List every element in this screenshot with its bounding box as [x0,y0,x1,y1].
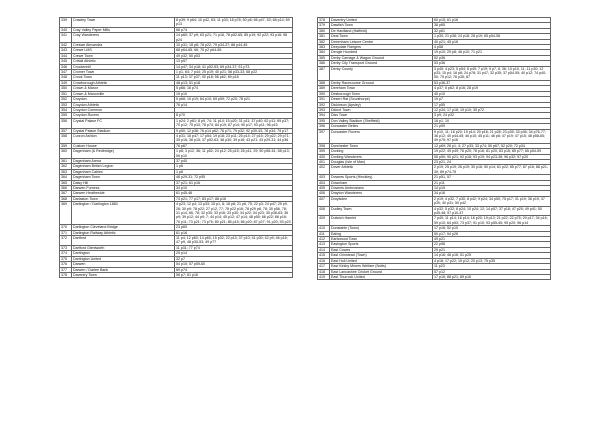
page-references: 11 p23 [433,264,551,269]
page-references: 49 p32; 50 p53 [175,53,293,58]
row-number: 411 [318,231,330,236]
index-row [318,165,551,175]
club-name: Crewe Town [72,53,175,58]
club-name: Earlswood Town [330,237,433,242]
club-name: Dereham Town [330,86,433,91]
page-references: 9 p68; 10 p19; 64 p10; 69 p59; 72 p20; 78 p21 [175,97,293,102]
club-name: Custom House [72,143,175,148]
page-references: 1 p30; 21 p38; 24 p18; 28 p19; 65 p54-58 [433,34,551,39]
row-number: 363 [60,169,72,174]
page-references: 55 p50; 90 p21; 92 p18; 93 p19; 94 p23-38; 96 p32; 97 p20 [433,154,551,159]
row-number: 383 [318,45,330,50]
club-name: Dagenham Town [72,175,175,180]
page-references: 1 p1, 64; 7 p44; 25 p19; 40 p21; 58 p33-33; 68 p22 [175,70,293,75]
index-row [60,236,293,246]
page-references: 21 p51, 57 [433,175,551,180]
row-number: 392 [318,102,330,107]
page-references: 21 p11 [433,180,551,185]
club-name: Doncaster Belles [330,124,433,129]
row-number: 367 [60,191,72,196]
row-number: 379 [318,23,330,28]
page-references: 4 p18; 17 p22; 19 p12; 20 p13; 75 p35 [433,258,551,263]
index-row [318,206,551,216]
row-number: 381 [318,34,330,39]
club-name: Darlington / Darlington 1883 [72,202,175,225]
page-references: 17 p16; 88 p21; 89 p16 [433,274,551,279]
row-number: 351 [60,91,72,96]
page-references: 7 p40; 11 p14; 16 p14; 16 p20; 19 p13; 21 p22; 22 p75; 29 p17; 34 p16; 59 p10; 64 p53; 73 p37; 91 p10; 93 p55-45; 95 p20; 96 p14 [433,216,551,226]
page-references: 1 p6 [175,164,293,169]
page-references: 37 p40 [175,158,293,163]
row-number: 341 [60,33,72,43]
club-name: Droylsden [330,196,433,206]
club-name: Dunstable (Town) [330,226,433,231]
page-references: 19 p7 [433,97,551,102]
row-number: 417 [318,264,330,269]
club-name: East Lancashire Cricket Ground [330,269,433,274]
page-references: 14 p16; 46 p16; 51 p25 [433,253,551,258]
club-name: Crittall Athletic [72,59,175,64]
club-name: Desborough Town [330,91,433,96]
row-number: 386 [318,61,330,66]
row-number: 397 [318,129,330,143]
page-references: 19 p10; 29 p8; 46 p10; 71 p21 [433,50,551,55]
index-row [60,149,293,159]
row-number: 366 [60,186,72,191]
page-references: 19 p22; 49 p49; 76 p20; 78 p16; 81 p20; 83 p15; 85 p77; 85 p54-59 [433,149,551,154]
page-references: 22 p58 [433,242,551,247]
page-references: 16 p1, 10 [433,118,551,123]
club-name: Crook Town [72,75,175,80]
row-number: 374 [60,251,72,256]
row-number: 340 [60,27,72,32]
club-name: De Havilland (Hatfield) [330,28,433,33]
club-name: Downham [330,180,433,185]
page-references: 56 p7; 61 p16 [175,272,293,277]
page-references: 14 p47; 34 p18; 41 p52-53; 69 p34-37; 91 p73 [175,64,293,69]
club-name: Dagenham British Legion [72,164,175,169]
row-number: 376 [60,262,72,267]
page-references: 12 p34; 17 p18; 19 p10; 35 p72 [433,107,551,112]
index-row [318,216,551,226]
index-row [318,66,551,80]
page-references: 46 p29-31; 72 p55 [175,175,293,180]
page-references: 5 p66; 16 p74 [175,86,293,91]
club-name: East Kirkby Miners Welfare (Notts) [330,264,433,269]
page-references: 68 p74 [175,27,293,32]
club-name: Dickinson (Apsley) [330,102,433,107]
row-number: 415 [318,253,330,258]
row-number: 360 [60,149,72,159]
page-references: 11 p4; 12 p60; 14 p60; 15 p32; 22 p13; 37 p10; 41 p30; 42 p9; 46 p16; 47 p9, 48 p30-53; 49 p77 [175,236,293,246]
club-name: Creswe Alexandra [72,43,175,48]
row-number: 362 [60,164,72,169]
club-name: Dengie Hundred [330,50,433,55]
club-name: Deal Town [330,34,433,39]
club-name: Dartford Glentworth [72,245,175,250]
row-number: 342 [60,43,72,48]
club-name: Doncaster Rovers [330,129,433,143]
club-name: Crown & Manor [72,86,175,91]
club-name: Daventry United [330,18,433,23]
row-number: 408 [318,206,330,216]
club-name: Downes Sports (Hinckley) [330,175,433,180]
row-number: 350 [60,86,72,91]
club-name: East Cowes [330,247,433,252]
club-name: Croydon Common [72,107,175,112]
club-name: Crowborough Athletic [72,80,175,85]
club-name: Derby City Transport Ground [330,61,433,66]
index-row [318,129,551,143]
page-references: 23 p69 [175,225,293,230]
club-name: Cromer Town [72,70,175,75]
row-number: 346 [60,64,72,69]
page-references: 32 p61 [433,28,551,33]
club-name: Cray Valley Paper Mills [72,27,175,32]
row-number: 377 [60,267,72,272]
page-references: 53 p36-37 [433,80,551,85]
row-number: 416 [318,258,330,263]
page-references: 1 p24; 2 p61; 8 p9, 74; 11 p14; 15 p20; 31 p11; 37 p40; 62 p11; 69 p37; 70 p12; 75 p10; 78 p74; 84 p19; 87 p14; 90 p17; 93 p11; 96 p15 [175,118,293,128]
row-number: 368 [60,196,72,201]
page-references: 74 p21; 77 p17; 83 p17; 88 p16 [175,196,293,201]
page-references: 11 p13; 37 p37; 40 p18; 56 p62; 69 p18 [175,75,293,80]
page-references: 3 p9; 24 p32 [433,113,551,118]
row-number: 375 [60,256,72,261]
club-name: Darwen Furness [72,186,175,191]
club-name: Dorking [330,149,433,154]
club-name: Curzon Ashton [72,133,175,143]
row-number: 413 [318,242,330,247]
page-references: 40 p21; 45 p16 [433,39,551,44]
index-row [60,128,293,133]
club-name: Darwen [72,262,175,267]
row-number: 409 [318,216,330,226]
page-references: 13 p57 [175,59,293,64]
row-number: 398 [318,143,330,148]
club-name: Crawley Town [72,18,175,28]
row-number: 378 [60,272,72,277]
club-name: Downes Ambrosians [330,186,433,191]
page-references: 11 p31; 77 p74 [175,245,293,250]
row-number: 372 [60,236,72,246]
club-name: Dulwich Hamlet [330,216,433,226]
row-number: 349 [60,80,72,85]
page-references: 2 p19; 4 p32; 7 p30; 8 p42; 9 p24; 34 p50; 75 p17; 31 p19; 36 p19; 37 p30; 40 p31; 50 p42 [433,196,551,206]
page-references: 68 p64-65, 66; 75 p2 p64-65 [175,48,293,53]
row-number: 356 [60,118,72,128]
club-name: Croydon Rovers [72,113,175,118]
row-number: 419 [318,274,330,279]
page-references: 61 p45-46 [175,191,293,196]
page-references: 57 p12 [433,269,551,274]
right-index-table [317,17,551,280]
club-name: Daventry Town [72,272,175,277]
page-references: 4 p31; 16 p47; 17 p54; 19 p18; 23 p11; 25 p14; 27 p15; 29 p22; 29 p71; 35 p16; 36 p15; 37 p52-63; 38 p30; 39 p16; 43 p21; 43 p29-31; 44 p36 [175,133,293,143]
page-references: 17 p55 [433,102,551,107]
page-references: 69 p74 [175,267,293,272]
page-references: 8 p39; 9 p64; 10 p42, 63; 11 p33; 18 p78; 50 p6; 66 p47, 53; 68 p14; 69 p13 [175,18,293,28]
page-references: 34 p10 [175,186,293,191]
club-name: Desert Rat (Scunthorpe) [330,97,433,102]
row-number: 345 [60,59,72,64]
page-references: 14 p15 [433,186,551,191]
index-row [60,33,293,43]
row-number: 384 [318,50,330,55]
club-name: Crown & Manorville [72,91,175,96]
row-number: 401 [318,159,330,164]
club-name: Darlaston Town [72,196,175,201]
club-name: East Grinstead (Town) [330,253,433,258]
club-name: Darwen / Darlee Bank [72,267,175,272]
club-name: Derby County [330,66,433,80]
club-name: Derby Carriage & Wagon Ground [330,55,433,60]
row-number: 412 [318,237,330,242]
club-name: Deepdale Rangers [330,45,433,50]
row-number: 407 [318,196,330,206]
row-number: 394 [318,113,330,118]
page-references: 4 p37; 6 p62; 8 p16; 28 p19 [433,86,551,91]
club-name: Crockenhill [72,64,175,69]
club-name: Dartington United [72,256,175,261]
page-references: 19 p10 [175,91,293,96]
row-number: 371 [60,230,72,235]
row-number: 404 [318,180,330,185]
page-references: 9 p10, 11; 16 p20; 19 p14; 20 p16; 21 p28; 23 p35; 33 p36; 34 p76-77; 36 p12; 40 p44-45; 46 p10; 45 p11; 46 p8; 47 p19; 47 p15; 48 p58-65; 49 p75; 97 p16 [433,129,551,143]
row-number: 354 [60,107,72,112]
club-name: Dartford [72,236,175,246]
page-references: 4 p32; 5 p32; 6 p24; 10 p24; 12; 14 p57; 37 p18; 47 p20; 49 p41; 50 p45-46; 57 p10-47 [433,206,551,216]
row-number: 361 [60,158,72,163]
club-name: Derby Racecourse Ground [330,80,433,85]
club-name: Easington Sports [330,242,433,247]
page-references: 12 p69; 26 p1, 4; 27 p33; 33 p74; 50 p67; 52 p20; 72 p34 [433,143,551,148]
row-number: 389 [318,86,330,91]
row-number: 344 [60,53,72,58]
club-name: Ealing [330,231,433,236]
page-references: 21 p59 [433,124,551,129]
page-references: 1 p6; 3 p12, 36; 11 p52; 24 p12; 25 p15; 26 p11, 29; 50 p56-61; 58 p13; 59 p10 [175,149,293,159]
page-references: 14 p60; 37 p9; 63 p21; 71 p16, 78 p52-65; 85 p19; 92 p22; 93 p16; 96 p24 [175,33,293,43]
left-index-table [59,17,293,278]
row-number: 358 [60,133,72,143]
page-references: 17 p16; 52 p10 [433,226,551,231]
row-number: 353 [60,102,72,107]
page-references: 32 p7 [175,256,293,261]
page-references: 38 p65 [433,23,551,28]
club-name: Dorking Wanderers [330,154,433,159]
row-number: 343 [60,48,72,53]
row-number: 388 [318,80,330,85]
club-name: Darlington Cleveland Bridge [72,225,175,230]
club-name: Dagenham Cables [72,169,175,174]
club-name: Dover Athletic [330,165,433,175]
row-number: 385 [318,55,330,60]
club-name: Darwen Heatheside [72,191,175,196]
club-name: Dorchester Town [330,143,433,148]
club-name: East Hull United [330,258,433,263]
row-number: 391 [318,97,330,102]
row-number: 405 [318,186,330,191]
club-name: Dartington [72,251,175,256]
page-references: 61 p16 [175,230,293,235]
page-references: 4 p23; 12 p4; 13 p33; 15 p1, 8; 18 p8; 21 p6, 75; 22 p3; 24 p47; 25 p9, 26; 30 p9; 78 p22; 27 p12, 77; 78 p22 p16; 78 p29 p8, 78; 30 p56, 78; 31 p14, 66, 78; 32 p30; 33 p16; 33 p30; 34 p22; 34 p23; 35 p38-63; 36 p9; 39 p12; 44 p9; 7; 44 p14; 45 p12; 47 p14; 48 p50; 66 p22; 68 p16; 70 p11; 73 p21; 73 p75; 80 p21; 85 p15; 86 p20; 87 p27; 91 p20; 93 p23 [176,202,291,224]
club-name: Dawlish Town [330,23,433,28]
page-references: 76 p67 [175,143,293,148]
page-references: 50 p17; 54 p26 [433,231,551,236]
page-references: 48 p13; 51 p18 [175,80,293,85]
index-row [318,196,551,206]
row-number: 380 [318,28,330,33]
row-number: 352 [60,97,72,102]
page-references: 45 p10 [433,91,551,96]
club-name: Don Valley Stadium (Sheffield) [330,118,433,123]
index-row [60,118,293,128]
club-name: Diss Town [330,113,433,118]
club-name: Drayton Wanderers [330,191,433,196]
club-name: Crewe LMS [72,48,175,53]
row-number: 359 [60,143,72,148]
index-row [318,154,551,159]
club-name: Douglas (Isle of Man) [330,159,433,164]
club-name: Dudley Town [330,206,433,216]
page-references: 54 p10; 57 p59-60 [175,262,293,267]
row-number: 410 [318,226,330,231]
row-number: 399 [318,149,330,154]
row-number: 348 [60,75,72,80]
page-references: 23 p21, 24 [433,159,551,164]
index-row [60,272,293,277]
page-references: 34 p16 [433,191,551,196]
page-references: 49 p21 [433,237,551,242]
page-references: 53 p36 [433,61,551,66]
row-number: 355 [60,113,72,118]
row-number: 378 [318,18,330,23]
row-number: 365 [60,180,72,185]
row-number: 400 [318,154,330,159]
index-row [60,18,293,28]
row-number: 357 [60,128,72,133]
page-references: 60 p15; 61 p16 [433,18,551,23]
row-number: 395 [318,118,330,123]
index-row [318,274,551,279]
club-name: Didcot Town [330,107,433,112]
index-row [318,143,551,148]
club-name: East Thurrock United [330,274,433,279]
club-name: Crystal Palace Stadium [72,128,175,133]
row-number: 373 [60,245,72,250]
row-number: 406 [318,191,330,196]
page-references: 2 p19; 25 p19; 26 p19; 30 p16; 50 p14; 61 p22; 85 p77; 87 p16; 88 p21-30; 89 p74-75 [433,165,551,175]
index-row [60,133,293,143]
club-name: Croydon [72,97,175,102]
row-number: 418 [318,269,330,274]
club-name: Dagenham Arena [72,158,175,163]
row-number: 393 [318,107,330,112]
index-row [60,202,293,225]
page-references: 37 p21; 61 p16 [175,180,293,185]
page-references: 8 p70 [175,113,293,118]
row-number: 402 [318,165,330,175]
club-name: Croydon Athletic [72,102,175,107]
row-number: 382 [318,39,330,44]
row-number: 364 [60,175,72,180]
page-references: 3 p45; 4 p23; 5 p54; 6 p49; 7 p19; 9 p7, 8, 36; 10 p10, 11; 11 p30; 12 p33; 15 p4; 18 p8; 24 p78; 31 p47; 32 p35; 37 p54-55; 40 p12; 74 p40-50; 75 p12; 76 p35; 87 [433,66,551,80]
club-name: Debenham Leisure Centre [330,39,433,44]
page-references: 9 p50; 12 p36; 76 p14 p62; 76 p71; 79 p32; 92 p39-43; 78 p34; 79 p17 [175,128,293,133]
club-name: Daisy Hill [72,180,175,185]
row-number: 390 [318,91,330,96]
row-number: 396 [318,124,330,129]
page-references: 1 p6 [175,169,293,174]
page-references: 4 p58 [433,45,551,50]
row-number: 403 [318,175,330,180]
row-number: 370 [60,225,72,230]
page-references: 52 p36 [433,55,551,60]
row-number: 387 [318,66,330,80]
club-name: Dagenham (& Redbridge) [72,149,175,159]
club-name: Cray Wanderers [72,33,175,43]
row-number: 369 [60,202,72,225]
page-references: 10 p31; 18 p8; 78 p22; 79 p34-37; 88 p44-45 [175,43,293,48]
row-number: 414 [318,247,330,252]
page-references: 29 p21 [433,247,551,252]
club-name: Darlington Railway Athletic [72,230,175,235]
page-references: 76 p14 [175,102,293,107]
row-number: 347 [60,70,72,75]
club-name: Crystal Palace FC [72,118,175,128]
row-number: 339 [60,18,72,28]
page-references: 25 p14 [175,251,293,256]
